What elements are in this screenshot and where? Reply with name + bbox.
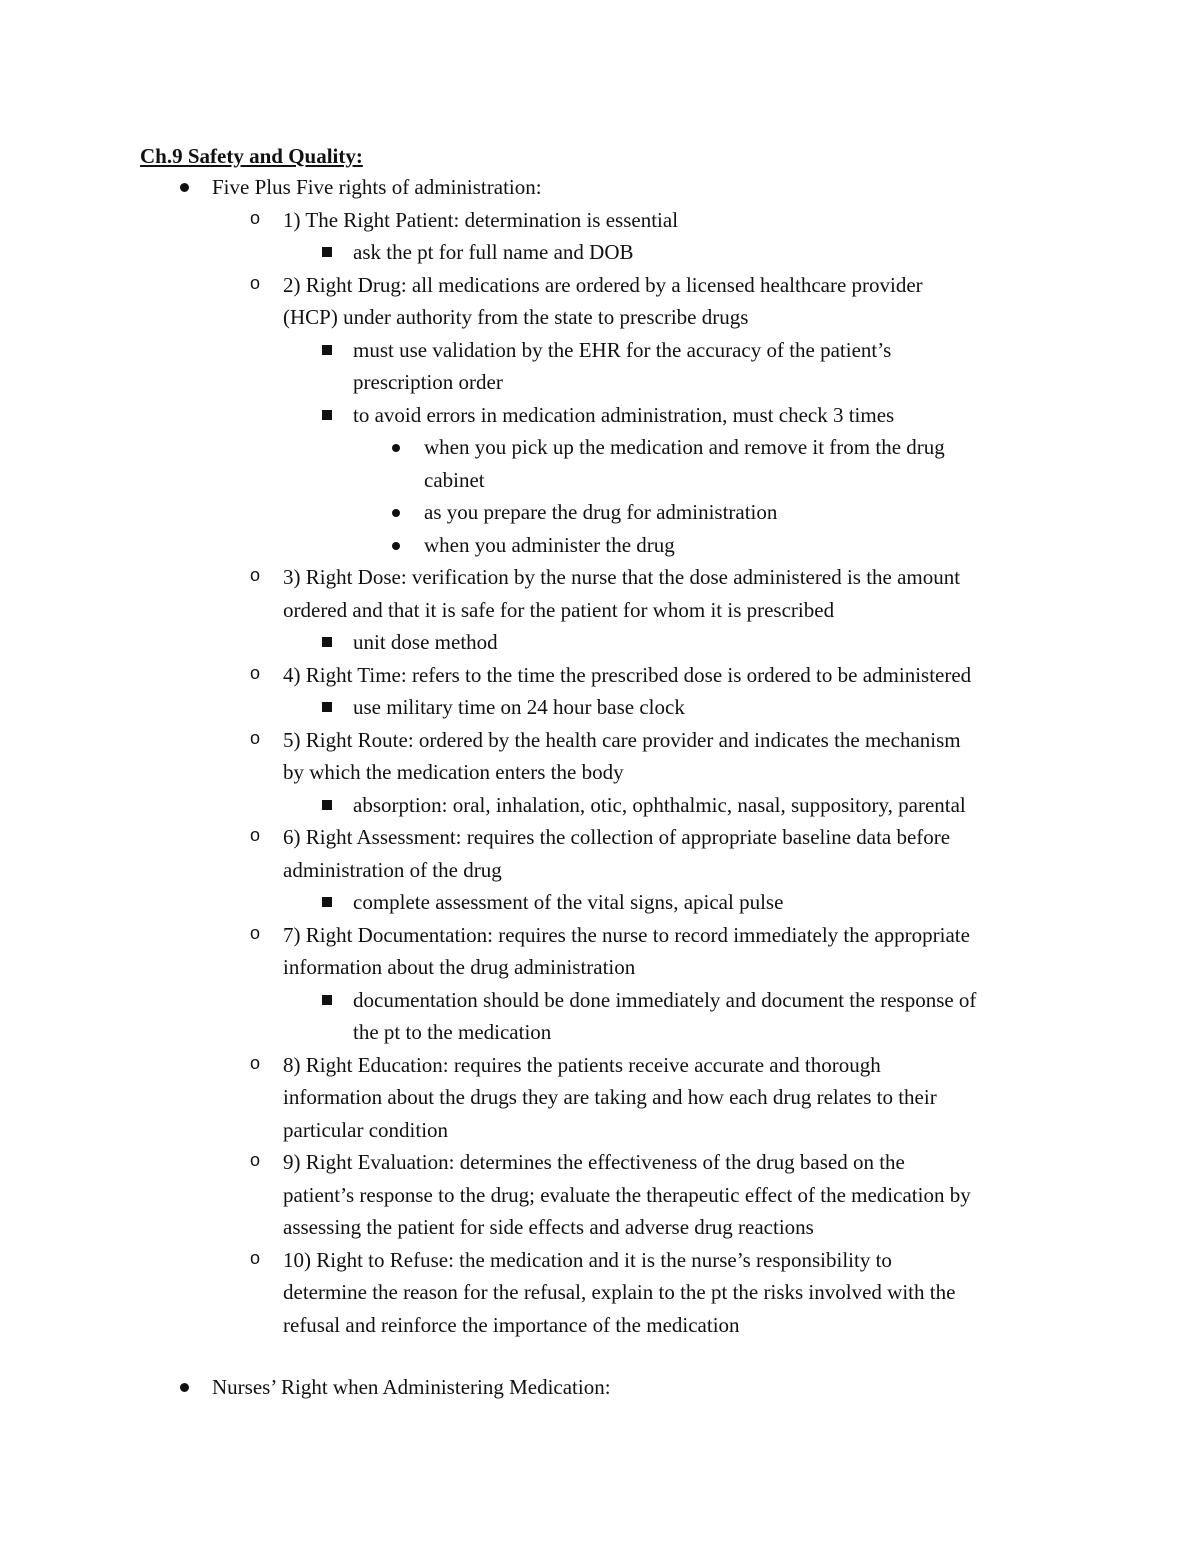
detail-item-text: ask the pt for full name and DOB xyxy=(353,240,634,264)
square-bullet-icon xyxy=(322,702,332,712)
right-item-text: particular condition xyxy=(283,1117,449,1142)
hollow-circle-bullet-icon: o xyxy=(250,272,261,293)
right-item-text: determine the reason for the refusal, explain to the pt the risks involved with the xyxy=(283,1280,956,1304)
right-item-text: information about the drug administration xyxy=(283,955,636,979)
right-item-text: information about the drugs they are taking and how each drug relates to their xyxy=(283,1085,937,1109)
hollow-circle-bullet-icon: o xyxy=(250,565,261,585)
right-item-text: 1) The Right Patient: determination is essential xyxy=(283,207,679,232)
detail-item-text: documentation should be done immediately and document the response of xyxy=(353,987,977,1012)
right-item-text: 9) Right Evaluation: determines the effectiveness of the drug based on the xyxy=(283,1150,905,1174)
square-bullet-icon xyxy=(322,995,332,1005)
square-bullet-icon xyxy=(322,800,332,810)
section-heading: Five Plus Five rights of administration: xyxy=(212,175,542,199)
right-item-text: 7) Right Documentation: requires the nurse to record immediately the appropriate xyxy=(283,922,970,947)
detail-item-text: unit dose method xyxy=(353,630,498,654)
check-item-text: when you pick up the medication and remove it from the drug xyxy=(424,435,945,459)
dot-bullet-icon xyxy=(392,509,400,517)
detail-item-text: absorption: oral, inhalation, otic, ophthalmic, nasal, suppository, parental xyxy=(353,792,966,817)
dot-bullet-icon xyxy=(392,542,400,550)
detail-item-text: complete assessment of the vital signs, apical pulse xyxy=(353,890,784,914)
right-item-text: 8) Right Education: requires the patients receive accurate and thorough xyxy=(283,1052,881,1077)
square-bullet-icon xyxy=(322,247,332,257)
right-item-text: 10) Right to Refuse: the medication and it is the nurse’s responsibility to xyxy=(283,1247,892,1272)
filled-circle-bullet-icon xyxy=(180,1383,189,1392)
right-item-text: 4) Right Time: refers to the time the prescribed dose is ordered to be administered xyxy=(283,662,972,687)
right-item-text: (HCP) under authority from the state to prescribe drugs xyxy=(283,305,749,329)
square-bullet-icon xyxy=(322,637,332,647)
hollow-circle-bullet-icon: o xyxy=(250,662,261,683)
section-heading: Nurses’ Right when Administering Medication: xyxy=(212,1375,611,1399)
document-title: Ch.9 Safety and Quality: xyxy=(140,144,363,168)
check-item-text: cabinet xyxy=(424,467,485,492)
right-item-text: 5) Right Route: ordered by the health care provider and indicates the mechanism xyxy=(283,727,961,752)
detail-item-text: must use validation by the EHR for the accuracy of the patient’s xyxy=(353,337,892,362)
hollow-circle-bullet-icon: o xyxy=(250,1150,261,1170)
right-item-text: 3) Right Dose: verification by the nurse that the dose administered is the amount xyxy=(283,565,961,589)
check-item-text: as you prepare the drug for administration xyxy=(424,500,778,524)
right-item-text: administration of the drug xyxy=(283,857,502,882)
hollow-circle-bullet-icon: o xyxy=(250,207,261,228)
right-item-text: ordered and that it is safe for the patient for whom it is prescribed xyxy=(283,597,835,622)
hollow-circle-bullet-icon: o xyxy=(250,825,261,845)
detail-item-text: use military time on 24 hour base clock xyxy=(353,695,685,719)
right-item-text: 6) Right Assessment: requires the collection of appropriate baseline data before xyxy=(283,825,951,849)
right-item-text: refusal and reinforce the importance of the medication xyxy=(283,1312,740,1337)
square-bullet-icon xyxy=(322,897,332,907)
detail-item-text: to avoid errors in medication administration, must check 3 times xyxy=(353,402,895,427)
check-item-text: when you administer the drug xyxy=(424,532,675,557)
hollow-circle-bullet-icon: o xyxy=(250,1247,261,1268)
hollow-circle-bullet-icon: o xyxy=(250,922,261,943)
detail-item-text: prescription order xyxy=(353,370,503,394)
right-item-text: by which the medication enters the body xyxy=(283,760,624,784)
right-item-text: assessing the patient for side effects and adverse drug reactions xyxy=(283,1215,814,1239)
dot-bullet-icon xyxy=(392,444,400,452)
right-item-text: 2) Right Drug: all medications are ordered by a licensed healthcare provider xyxy=(283,272,923,297)
square-bullet-icon xyxy=(322,410,332,420)
hollow-circle-bullet-icon: o xyxy=(250,1052,261,1073)
hollow-circle-bullet-icon: o xyxy=(250,727,261,748)
filled-circle-bullet-icon xyxy=(180,183,189,192)
square-bullet-icon xyxy=(322,345,332,355)
detail-item-text: the pt to the medication xyxy=(353,1020,552,1044)
right-item-text: patient’s response to the drug; evaluate the therapeutic effect of the medication by xyxy=(283,1182,971,1207)
